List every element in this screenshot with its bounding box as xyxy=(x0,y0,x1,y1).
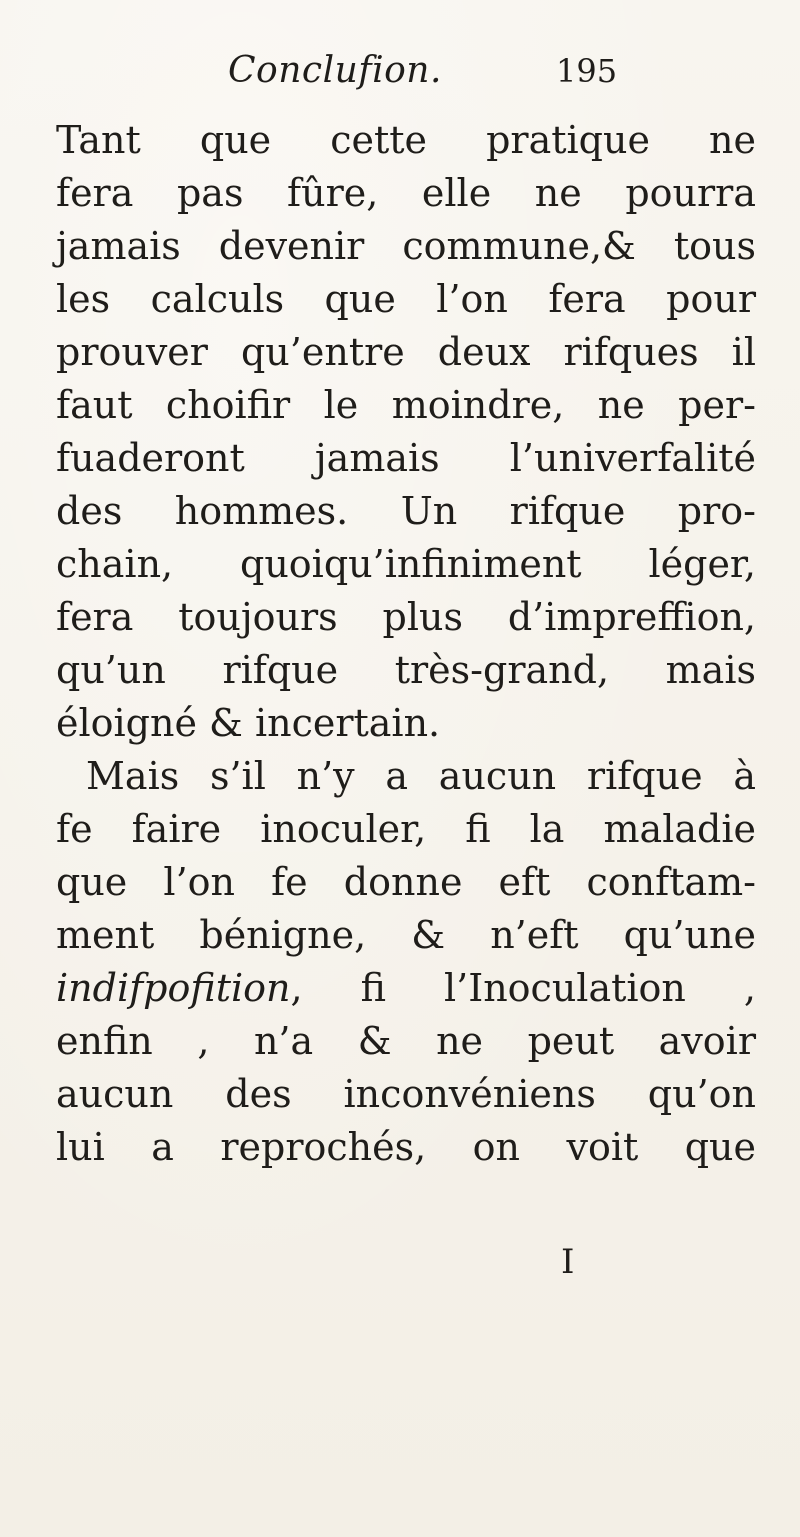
page-number: 195 xyxy=(556,52,618,90)
text-line: fera pas fûre, elle ne pourra xyxy=(56,171,756,215)
text-line: fuaderont jamais l’univerfalité xyxy=(56,436,756,480)
text-line-paragraph-end: éloigné & incertain. xyxy=(56,701,441,745)
text-line: que l’on fe donne eft conftam- xyxy=(56,860,756,904)
text-line: ment bénigne, & n’eft qu’une xyxy=(56,913,756,957)
text-line-mixed xyxy=(56,962,756,1015)
signature-mark: I xyxy=(561,1242,575,1282)
italic-word: indifpofition xyxy=(56,966,291,1010)
text-line: chain, quoiqu’infiniment léger, xyxy=(56,542,756,586)
text-line: prouver qu’entre deux rifques il xyxy=(56,330,756,374)
text-fragment: , fi l’Inoculation , xyxy=(290,966,756,1010)
text-line: fe faire inoculer, fi la maladie xyxy=(56,807,756,851)
text-line: aucun des inconvéniens qu’on xyxy=(56,1072,756,1116)
text-line: des hommes. Un rifque pro- xyxy=(56,489,756,533)
text-line: qu’un rifque très-grand, mais xyxy=(56,648,756,692)
text-line: les calculs que l’on fera pour xyxy=(56,277,756,321)
text-line: Tant que cette pratique ne xyxy=(56,118,756,162)
text-line: faut choifir le moindre, ne per- xyxy=(56,383,756,427)
text-line: enfin , n’a & ne peut avoir xyxy=(56,1019,756,1063)
page-header xyxy=(0,50,800,100)
running-head: Conclufion. xyxy=(228,50,442,91)
body-text xyxy=(56,114,756,1174)
text-line: jamais devenir commune,& tous xyxy=(56,224,756,268)
text-line: fera toujours plus d’impreffion, xyxy=(56,595,756,639)
text-line: lui a reprochés, on voit que xyxy=(56,1125,756,1169)
text-line-paragraph-start: Mais s’il n’y a aucun rifque à xyxy=(86,754,756,798)
